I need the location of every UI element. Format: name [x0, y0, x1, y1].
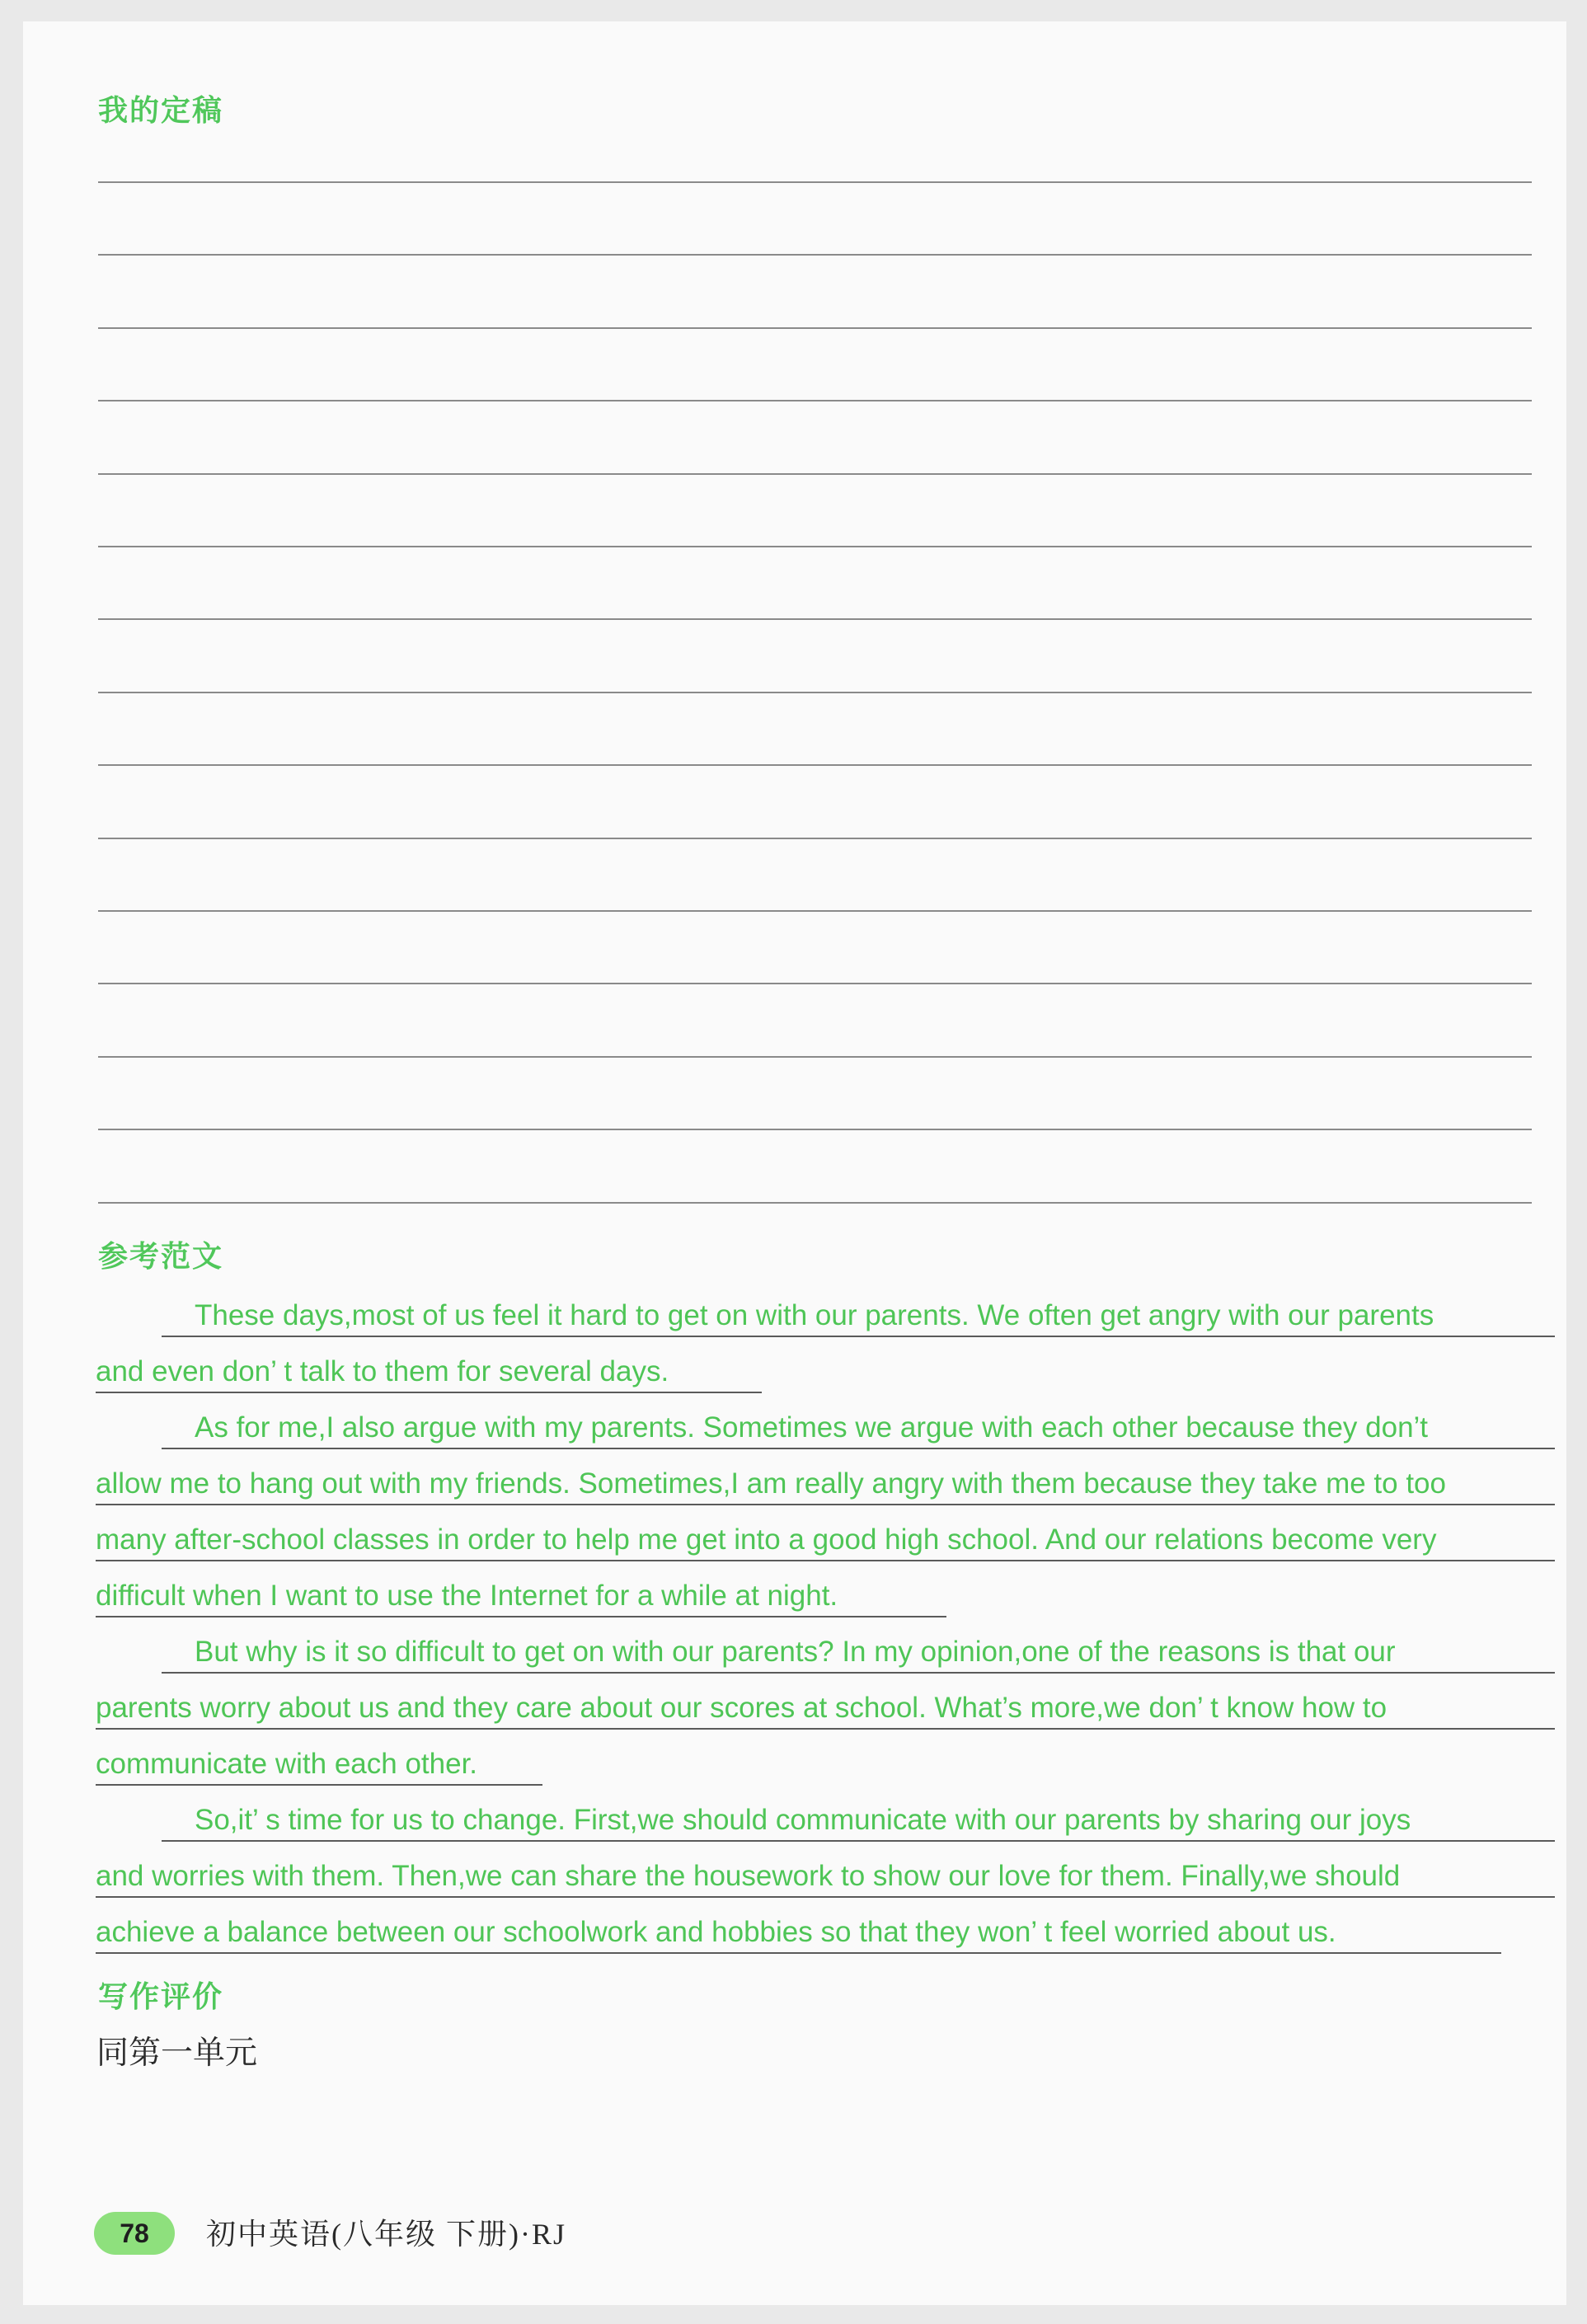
essay-line: and worries with them. Then,we can share the housework to show our love for them. Finally,we should — [96, 1843, 1555, 1898]
essay-line: many after-school classes in order to help me get into a good high school. And our relations become very — [96, 1507, 1555, 1561]
blank-writing-line — [98, 181, 1532, 183]
sample-essay-heading: 参考范文 — [98, 1240, 224, 1274]
blank-writing-line — [98, 254, 1532, 256]
essay-line: As for me,I also argue with my parents. Sometimes we argue with each other because they don’t — [162, 1395, 1555, 1449]
essay-line: But why is it so difficult to get on with our parents? In my opinion,one of the reasons is that our — [162, 1619, 1555, 1674]
essay-line: allow me to hang out with my friends. Sometimes,I am really angry with them because they take me to too — [96, 1451, 1555, 1505]
evaluation-heading: 写作评价 — [98, 1980, 224, 2014]
blank-writing-line — [98, 546, 1532, 547]
blank-writing-line — [98, 692, 1532, 693]
blank-writing-line — [98, 764, 1532, 766]
essay-line: difficult when I want to use the Internet for a while at night. — [96, 1563, 946, 1617]
essay-line: communicate with each other. — [96, 1731, 542, 1786]
blank-writing-line — [98, 327, 1532, 329]
blank-writing-line — [98, 983, 1532, 984]
essay-line: parents worry about us and they care about our scores at school. What’s more,we don’ t know how to — [96, 1675, 1555, 1730]
blank-writing-line — [98, 1056, 1532, 1058]
blank-writing-line — [98, 1202, 1532, 1204]
workbook-page — [23, 21, 1566, 2305]
essay-line: These days,most of us feel it hard to get on with our parents. We often get angry with our parents — [162, 1283, 1555, 1337]
page-number-badge: 78 — [94, 2212, 175, 2255]
blank-writing-line — [98, 400, 1532, 401]
blank-writing-line — [98, 618, 1532, 620]
essay-line: achieve a balance between our schoolwork and hobbies so that they won’ t feel worried about us. — [96, 1899, 1501, 1954]
blank-writing-line — [98, 910, 1532, 912]
blank-writing-line — [98, 838, 1532, 839]
evaluation-text: 同第一单元 — [96, 2035, 258, 2071]
blank-writing-line — [98, 1129, 1532, 1130]
final-draft-heading: 我的定稿 — [98, 94, 224, 128]
essay-line: and even don’ t talk to them for several days. — [96, 1339, 762, 1393]
book-title: 初中英语(八年级 下册)·RJ — [206, 2218, 566, 2251]
essay-line: So,it’ s time for us to change. First,we should communicate with our parents by sharing our joys — [162, 1787, 1555, 1842]
blank-writing-line — [98, 473, 1532, 475]
